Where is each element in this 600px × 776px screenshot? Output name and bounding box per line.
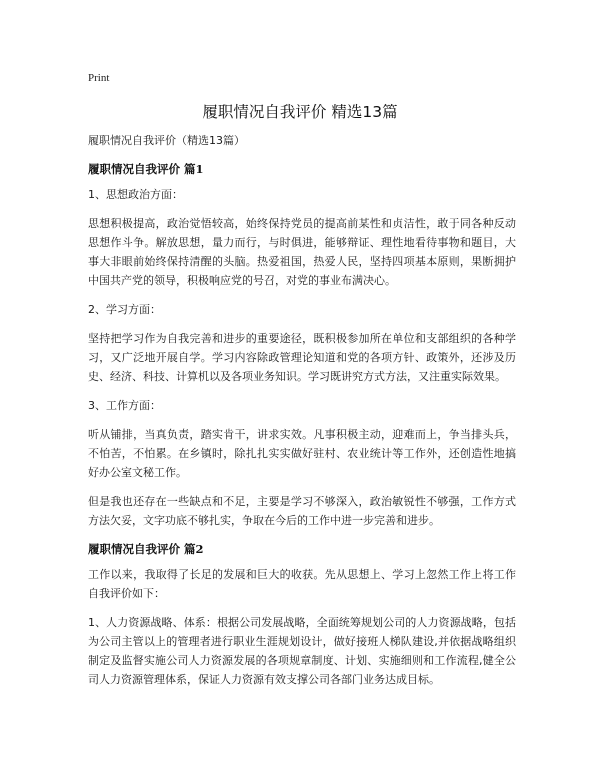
paragraph: 思想积极提高，政治觉悟较高，始终保持党员的提高前某性和贞洁性，敢于同各种反动思想作斗争。解放思想，量力而行，与时俱进，能够辩证、理性地看待事物和题目，大事大非眼前始终保持清醒的头脑。热爱祖国，热爱人民，坚持四项基本原则，果断拥护中国共产党的领导，积极响应党的号召，对党的事业布满决心。 <box>88 217 516 287</box>
paragraph: 工作以来，我取得了长足的发展和巨大的收获。先从思想上、学习上忽然工作上将工作自我评价如下： <box>88 568 516 600</box>
paragraph: 坚持把学习作为自我完善和进步的重要途径，既积极参加所在单位和支部组织的各种学习，又广泛地开展自学。学习内容除政管理论知道和党的各项方针、政策外，还涉及历史、经济、科技、计算机以及各项业务知识。学习既讲究方式方法，又注重实际效果。 <box>88 332 516 383</box>
paragraph: 听从铺排，当真负责，踏实肯干，讲求实效。凡事积极主动，迎难而上，争当排头兵，不怕苦，不怕累。在乡镇时，除扎扎实实做好驻村、农业统计等工作外，还创造性地搞好办公室文秘工作。 <box>88 428 516 479</box>
section-heading: 履职情况自我评价 篇2 <box>88 542 204 556</box>
section-heading: 履职情况自我评价 篇1 <box>88 162 204 176</box>
document-title: 履职情况自我评价 精选13篇 <box>202 103 398 121</box>
paragraph-label: 1、思想政治方面： <box>88 188 183 201</box>
paragraph: 但是我也还存在一些缺点和不足，主要是学习不够深入，政治敏锐性不够强，工作方式方法欠妥，文字功底不够扎实，争取在今后的工作中进一步完善和进步。 <box>88 495 516 527</box>
paragraph-label: 3、工作方面： <box>88 399 161 412</box>
paragraph-label: 2、学习方面： <box>88 303 161 316</box>
document-body <box>88 131 516 689</box>
paragraph: 1、人力资源战略、体系：根据公司发展战略，全面统筹规划公司的人力资源战略，包括为公司主管以上的管理者进行职业生涯规划设计，做好接班人梯队建设,并依据战略组织制定及监督实施公司人力资源发展的各项规章制度、计划、实施细则和工作流程,健全公司人力资源管理体系，保证人力资源有效支撑公司各部门业务达成目标。 <box>88 616 516 686</box>
print-link[interactable]: Print <box>88 72 110 84</box>
document-subtitle: 履职情况自我评价（精选13篇） <box>88 134 245 147</box>
